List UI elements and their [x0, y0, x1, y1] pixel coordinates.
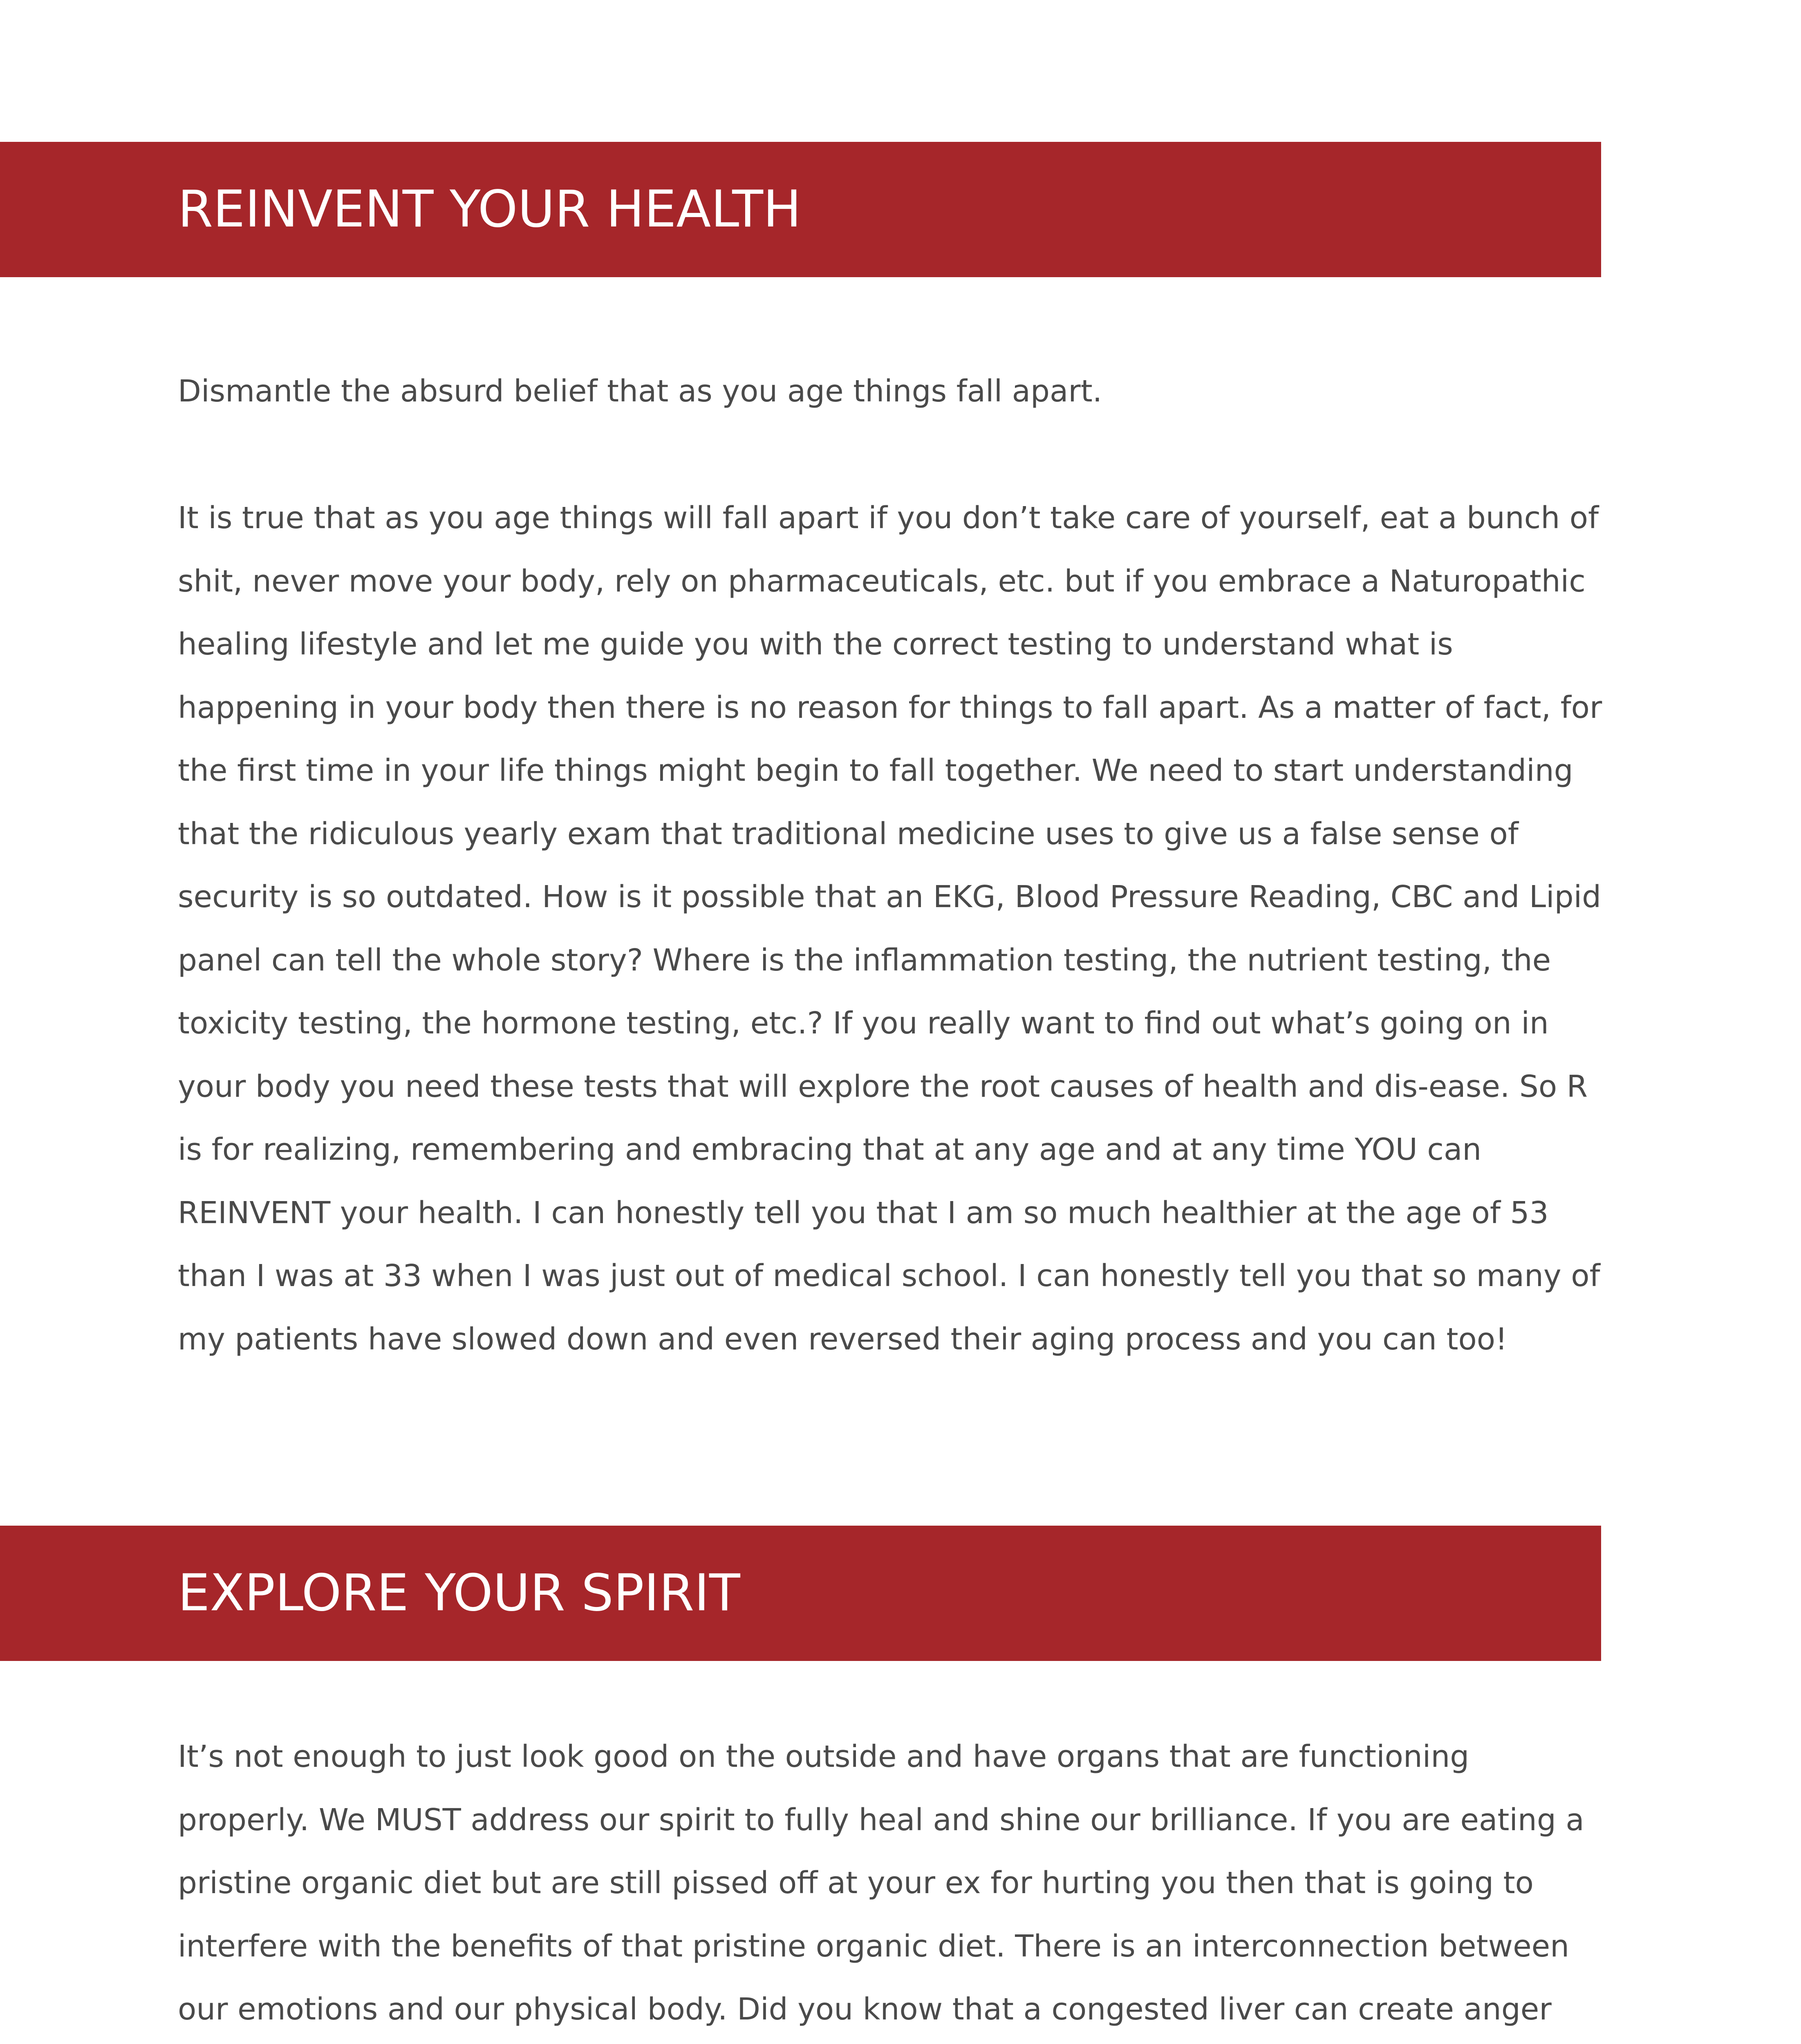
section-header-reinvent-your-health — [0, 142, 1601, 277]
body-paragraph: Dismantle the absurd belief that as you age things fall apart. — [178, 374, 1102, 409]
section-heading: EXPLORE YOUR SPIRIT — [178, 1564, 740, 1623]
section-heading: REINVENT YOUR HEALTH — [178, 180, 802, 239]
section-header-explore-your-spirit — [0, 1526, 1601, 1661]
body-paragraph: It is true that as you age things will fall apart if you don’t take care of yourself, eat a bunch of shit, never move your body, rely on pharmaceuticals, etc. but if you embrace a Naturopathic healing lifestyle and let me guide you with the correct testing to understand what is happening in your body then there is no reason for things to fall apart. As a matter of fact, for the first time in your life things might begin to fall together. We need to start understanding that the ridiculous yearly exam that traditional medicine uses to give us a false sense of security is so outdated. How is it possible that an EKG, Blood Pressure Reading, CBC and Lipid panel can tell the whole story? Where is the inflammation testing, the nutrient testing, the toxicity testing, the hormone testing, etc.? If you really want to find out what’s going on in your body you need these tests that will explore the root causes of health and dis-ease. So R is for realizing, remembering and embracing that at any age and at any time YOU can REINVENT your health. I can honestly tell you that I am so much healthier at the age of 53 than I was at 33 when I was just out of medical school. I can honestly tell you that so many of my patients have slowed down and even reversed their aging process and you can too! — [178, 500, 1602, 1357]
body-paragraph: It’s not enough to just look good on the outside and have organs that are functioning properly. We MUST address our spirit to fully heal and shine our brilliance. If you are eating a pristine organic diet but are still pissed off at your ex for hurting you then that is going to interfere with the benefits of that pristine organic diet. There is an interconnection between our emotions and our physical body. Did you know that a congested liver can create anger — [178, 1739, 1584, 2027]
